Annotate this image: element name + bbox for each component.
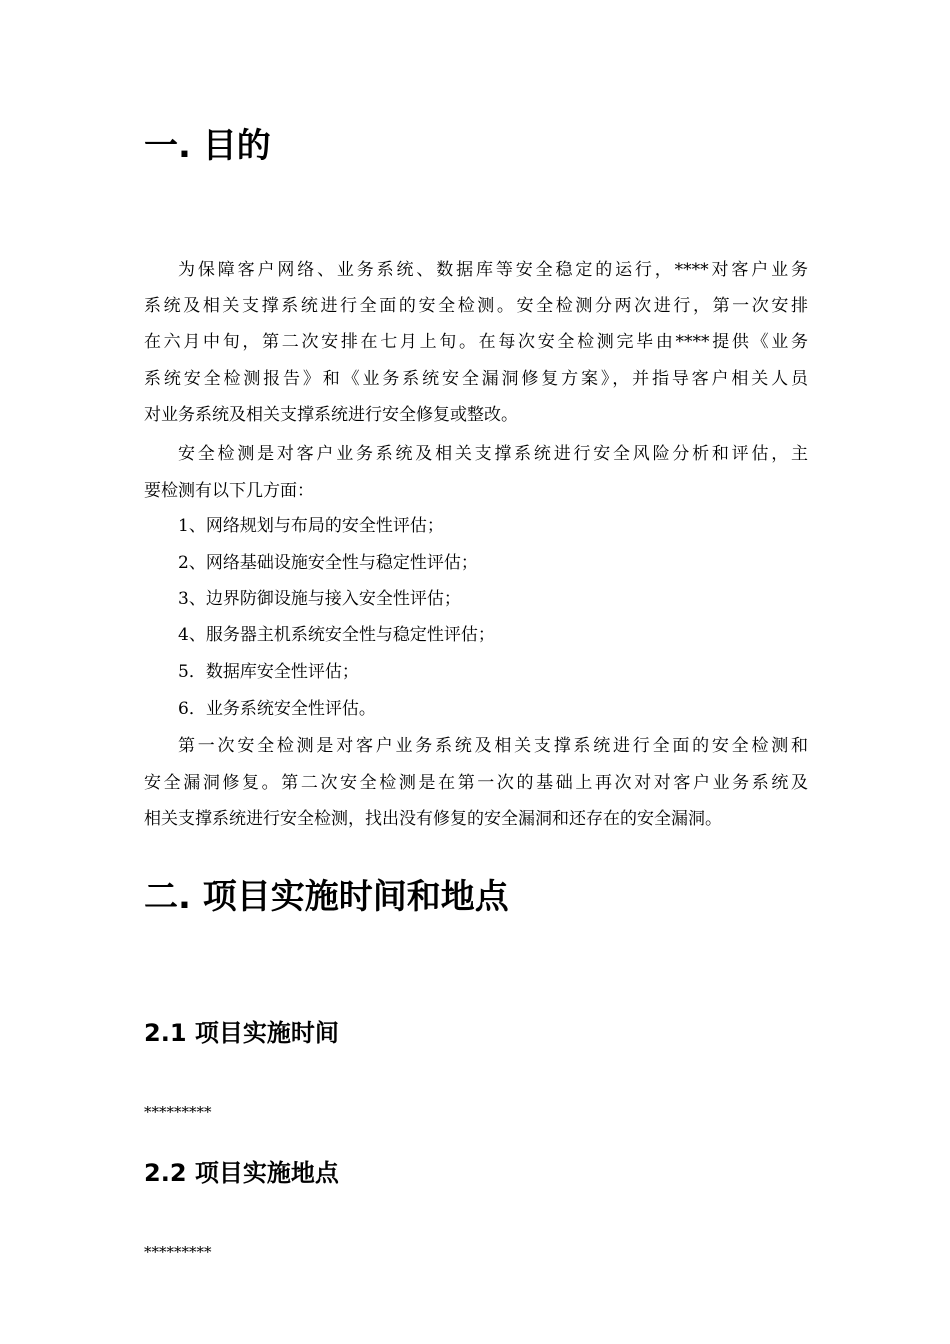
paragraph-line: 系统及相关支撑系统进行全面的安全检测。安全检测分两次进行，第一次安排 [144,296,808,316]
subsection-heading-location: 2.2 项目实施地点 [144,1159,339,1187]
subsection-content-time: ********* [144,1103,212,1121]
paragraph-line: 为保障客户网络、业务系统、数据库等安全稳定的运行，****对客户业务 [178,260,808,280]
section-heading-schedule-location: 二. 项目实施时间和地点 [144,877,509,917]
paragraph-line: 安全漏洞修复。第二次安全检测是在第一次的基础上再次对对客户业务系统及 [144,773,808,793]
subsection-content-location: ********* [144,1243,212,1261]
list-item: 4、服务器主机系统安全性与稳定性评估； [178,625,495,645]
paragraph-line: 在六月中旬，第二次安排在七月上旬。在每次安全检测完毕由****提供《业务 [144,332,808,352]
paragraph-line: 要检测有以下几方面： [144,481,314,501]
subsection-heading-time: 2.1 项目实施时间 [144,1019,339,1047]
list-item: 5．数据库安全性评估； [178,662,359,682]
paragraph-line: 系统安全检测报告》和《业务系统安全漏洞修复方案》，并指导客户相关人员 [144,369,808,389]
paragraph-line: 对业务系统及相关支撑系统进行安全修复或整改。 [144,405,518,425]
list-item: 1、网络规划与布局的安全性评估； [178,516,444,536]
paragraph-line: 相关支撑系统进行安全检测，找出没有修复的安全漏洞和还存在的安全漏洞。 [144,809,722,829]
paragraph-line: 第一次安全检测是对客户业务系统及相关支撑系统进行全面的安全检测和 [178,736,808,756]
paragraph-line: 安全检测是对客户业务系统及相关支撑系统进行安全风险分析和评估，主 [178,444,808,464]
list-item: 6．业务系统安全性评估。 [178,699,376,719]
section-heading-purpose: 一. 目的 [144,126,271,166]
list-item: 2、网络基础设施安全性与稳定性评估； [178,553,478,573]
list-item: 3、边界防御设施与接入安全性评估； [178,589,461,609]
